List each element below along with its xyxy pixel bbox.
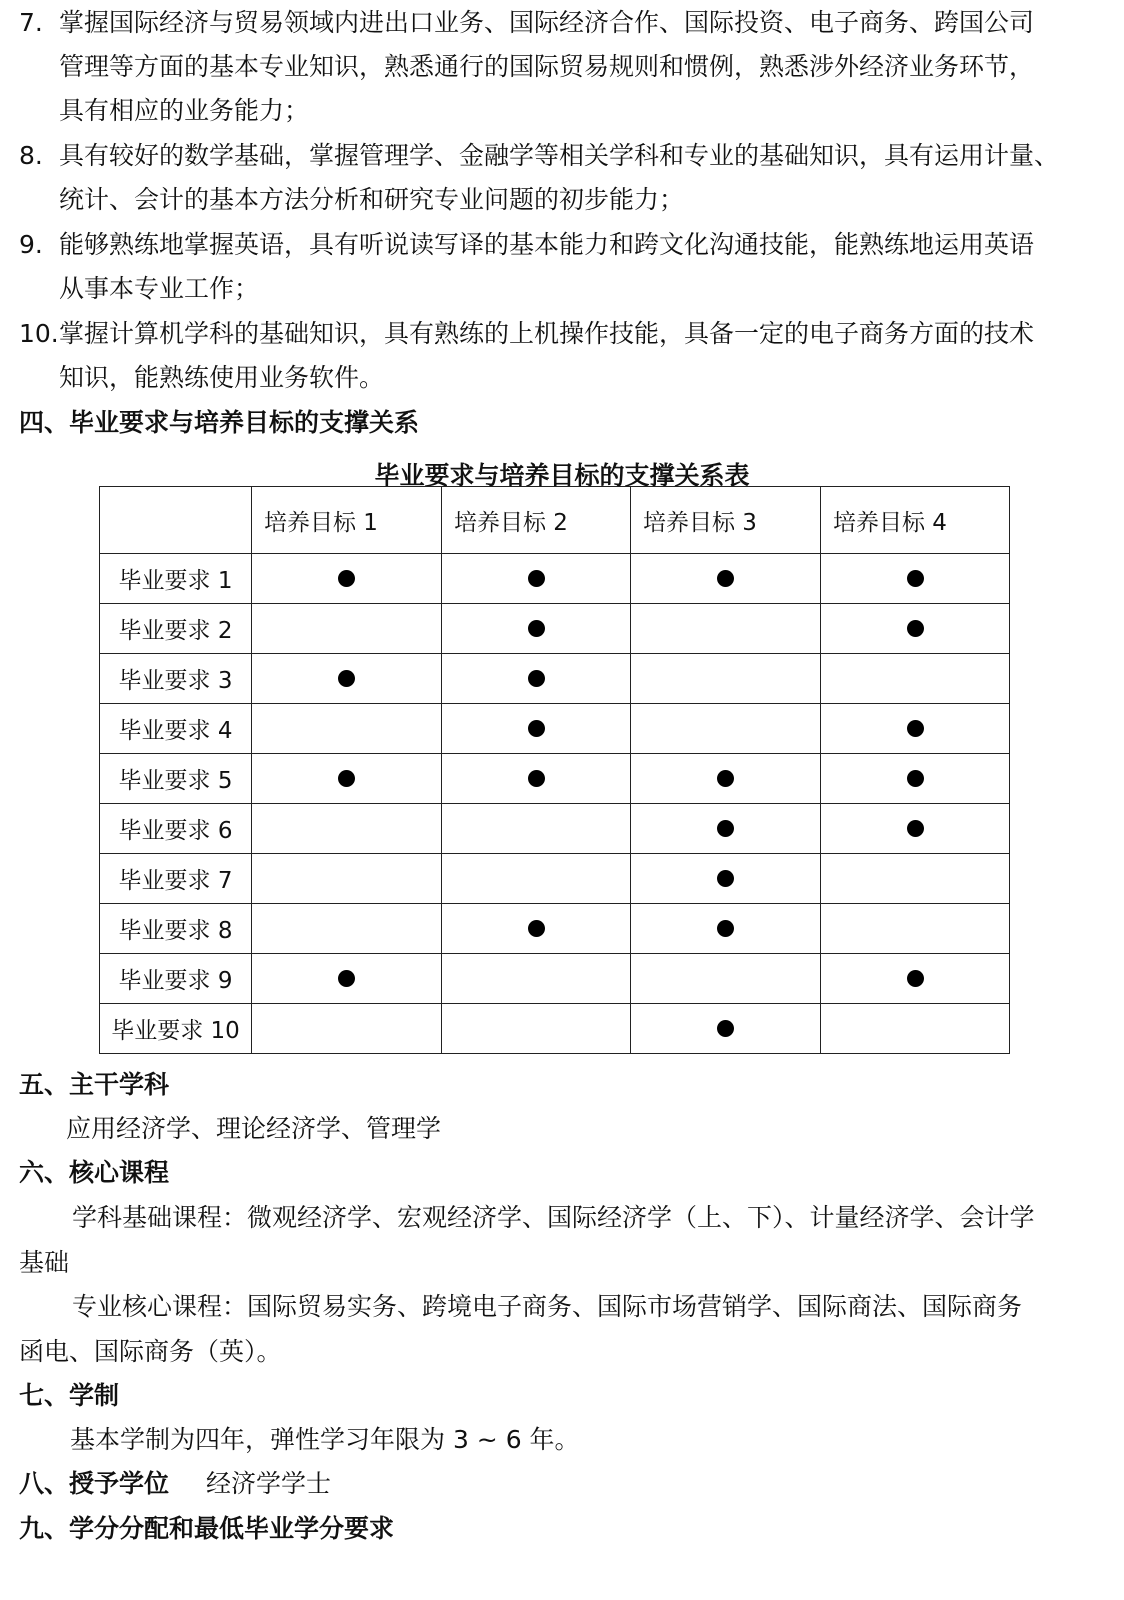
- support-dot-icon: [907, 820, 924, 837]
- support-dot-icon: [907, 770, 924, 787]
- support-cell: [631, 904, 821, 954]
- support-dot-icon: [528, 920, 545, 937]
- core-courses-line-1: 专业核心课程：国际贸易实务、跨境电子商务、国际市场营销学、国际商法、国际商务: [72, 1292, 1023, 1321]
- table-row: [100, 804, 1010, 854]
- support-dot-icon: [717, 920, 734, 937]
- column-header: 培养目标 2: [442, 487, 631, 554]
- support-dot-icon: [717, 820, 734, 837]
- requirement-9-line-2: 从事本专业工作；: [59, 274, 260, 303]
- support-cell: [821, 554, 1010, 604]
- row-label: 毕业要求 10: [100, 1004, 252, 1054]
- support-cell: [821, 604, 1010, 654]
- support-dot-icon: [528, 670, 545, 687]
- support-cell: [252, 854, 442, 904]
- support-cell: [252, 554, 442, 604]
- table-row: [100, 1004, 1010, 1054]
- support-dot-icon: [717, 570, 734, 587]
- table-title: 毕业要求与培养目标的支撑关系表: [374, 461, 750, 490]
- requirement-10-line-2: 知识，能熟练使用业务软件。: [59, 363, 385, 392]
- requirement-7-number: 7.: [19, 8, 43, 37]
- support-cell: [252, 1004, 442, 1054]
- support-cell: [252, 704, 442, 754]
- support-dot-icon: [528, 620, 545, 637]
- support-dot-icon: [717, 870, 734, 887]
- support-cell: [821, 654, 1010, 704]
- support-cell: [442, 904, 631, 954]
- row-label: 毕业要求 8: [100, 904, 252, 954]
- row-label: 毕业要求 4: [100, 704, 252, 754]
- support-cell: [631, 1004, 821, 1054]
- table-row: [100, 654, 1010, 704]
- support-cell: [631, 754, 821, 804]
- column-header: 培养目标 1: [252, 487, 442, 554]
- requirement-7-line-1: 掌握国际经济与贸易领域内进出口业务、国际经济合作、国际投资、电子商务、跨国公司: [59, 8, 1035, 37]
- support-dot-icon: [338, 570, 355, 587]
- row-label: 毕业要求 1: [100, 554, 252, 604]
- support-cell: [442, 804, 631, 854]
- support-cell: [631, 554, 821, 604]
- support-cell: [821, 754, 1010, 804]
- support-cell: [821, 804, 1010, 854]
- table-row: [100, 604, 1010, 654]
- support-dot-icon: [528, 720, 545, 737]
- support-cell: [631, 854, 821, 904]
- support-dot-icon: [907, 620, 924, 637]
- support-dot-icon: [338, 670, 355, 687]
- core-courses-line-2: 函电、国际商务（英）。: [19, 1337, 282, 1366]
- requirement-8-number: 8.: [19, 141, 43, 170]
- support-dot-icon: [907, 720, 924, 737]
- table-row: [100, 904, 1010, 954]
- support-cell: [252, 804, 442, 854]
- support-dot-icon: [907, 970, 924, 987]
- support-cell: [252, 604, 442, 654]
- support-dot-icon: [717, 1020, 734, 1037]
- table-row: [100, 754, 1010, 804]
- section-9-heading: 九、学分分配和最低毕业学分要求: [19, 1514, 395, 1543]
- section-8-heading: 八、授予学位: [19, 1469, 170, 1498]
- support-cell: [631, 804, 821, 854]
- requirement-7-line-3: 具有相应的业务能力；: [59, 96, 310, 125]
- row-label: 毕业要求 7: [100, 854, 252, 904]
- support-dot-icon: [907, 570, 924, 587]
- table-corner-cell: [100, 487, 252, 554]
- support-cell: [821, 704, 1010, 754]
- requirement-8-line-1: 具有较好的数学基础，掌握管理学、金融学等相关学科和专业的基础知识，具有运用计量、: [59, 141, 1060, 170]
- support-cell: [252, 754, 442, 804]
- row-label: 毕业要求 5: [100, 754, 252, 804]
- section-7-text: 基本学制为四年，弹性学习年限为 3 ~ 6 年。: [70, 1425, 580, 1454]
- column-header: 培养目标 4: [821, 487, 1010, 554]
- support-cell: [442, 554, 631, 604]
- section-7-heading: 七、学制: [19, 1381, 120, 1410]
- foundation-courses-line-2: 基础: [19, 1248, 70, 1277]
- table-body: [100, 554, 1010, 1054]
- table-row: [100, 554, 1010, 604]
- support-cell: [821, 904, 1010, 954]
- row-label: 毕业要求 9: [100, 954, 252, 1004]
- support-cell: [252, 654, 442, 704]
- support-dot-icon: [338, 770, 355, 787]
- support-cell: [252, 954, 442, 1004]
- requirement-8-line-2: 统计、会计的基本方法分析和研究专业问题的初步能力；: [59, 185, 685, 214]
- support-dot-icon: [528, 570, 545, 587]
- support-cell: [631, 604, 821, 654]
- table-row: [100, 704, 1010, 754]
- support-dot-icon: [717, 770, 734, 787]
- support-cell: [442, 604, 631, 654]
- support-cell: [442, 654, 631, 704]
- table-row: [100, 854, 1010, 904]
- requirement-10-number: 10.: [19, 319, 59, 348]
- section-5-heading: 五、主干学科: [19, 1070, 170, 1099]
- section-5-text: 应用经济学、理论经济学、管理学: [66, 1114, 442, 1143]
- row-label: 毕业要求 2: [100, 604, 252, 654]
- table-header-row: [100, 487, 1010, 554]
- support-cell: [821, 854, 1010, 904]
- foundation-courses-line-1: 学科基础课程：微观经济学、宏观经济学、国际经济学（上、下）、计量经济学、会计学: [72, 1203, 1035, 1232]
- support-cell: [821, 1004, 1010, 1054]
- support-cell: [442, 754, 631, 804]
- requirement-10-line-1: 掌握计算机学科的基础知识，具有熟练的上机操作技能，具备一定的电子商务方面的技术: [59, 319, 1035, 348]
- support-cell: [631, 954, 821, 1004]
- requirement-9-line-1: 能够熟练地掌握英语，具有听说读写译的基本能力和跨文化沟通技能，能熟练地运用英语: [59, 230, 1035, 259]
- column-header: 培养目标 3: [631, 487, 821, 554]
- support-dot-icon: [338, 970, 355, 987]
- support-cell: [442, 1004, 631, 1054]
- support-cell: [252, 904, 442, 954]
- degree-name: 经济学学士: [206, 1469, 332, 1498]
- section-6-heading: 六、核心课程: [19, 1158, 170, 1187]
- support-cell: [821, 954, 1010, 1004]
- section-4-heading: 四、毕业要求与培养目标的支撑关系: [19, 408, 420, 437]
- requirement-9-number: 9.: [19, 230, 43, 259]
- support-cell: [442, 954, 631, 1004]
- table-row: [100, 954, 1010, 1004]
- support-cell: [631, 704, 821, 754]
- support-cell: [442, 854, 631, 904]
- support-dot-icon: [528, 770, 545, 787]
- row-label: 毕业要求 3: [100, 654, 252, 704]
- support-cell: [442, 704, 631, 754]
- support-cell: [631, 654, 821, 704]
- row-label: 毕业要求 6: [100, 804, 252, 854]
- requirement-7-line-2: 管理等方面的基本专业知识，熟悉通行的国际贸易规则和惯例，熟悉涉外经济业务环节，: [59, 52, 1035, 81]
- support-relation-table: [99, 486, 1010, 1054]
